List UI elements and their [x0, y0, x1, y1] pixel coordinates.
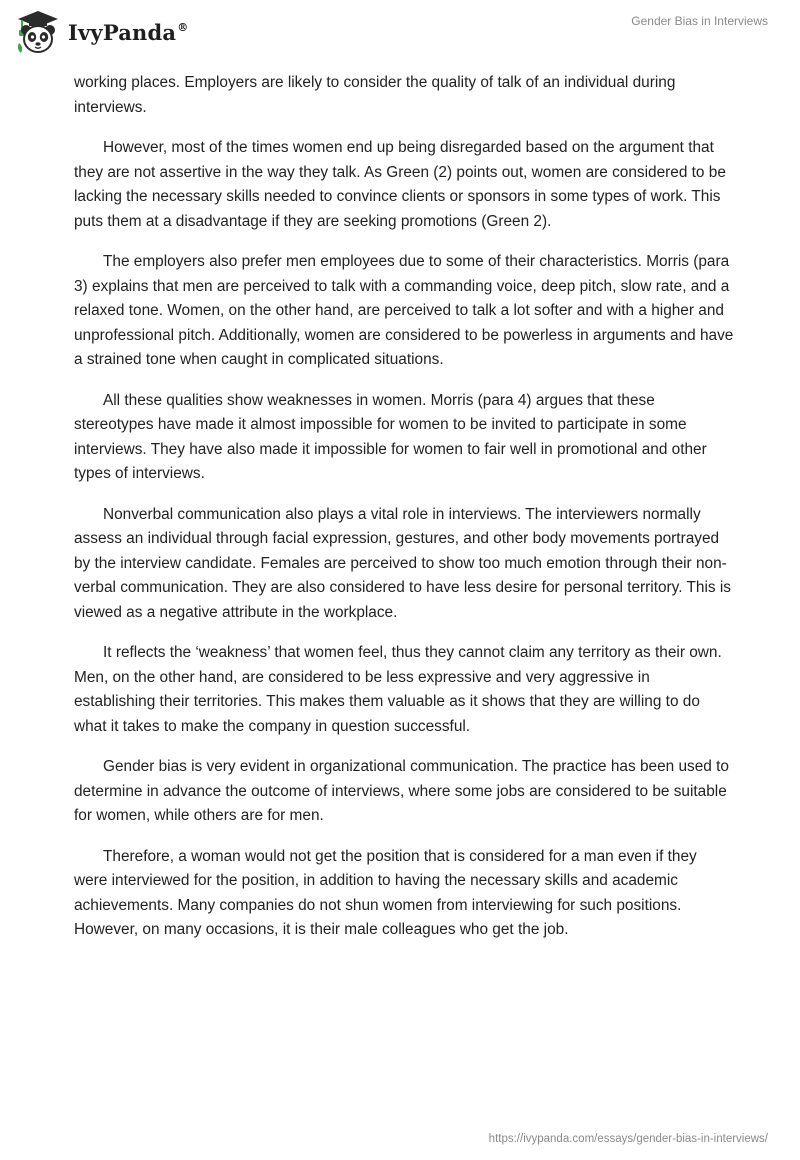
paragraph: The employers also prefer men employees due to some of their characteristics. Morris (para 3) explains that men are perceived to talk with a commanding voice, deep pitch, slow rate, and a relaxed tone. Women, on the other hand, are perceived to talk a lot softer and with a higher and unprofessional pitch. Additionally, women are considered to be powerless in arguments and have a strained tone when caught in complicated situations.	[74, 253, 734, 368]
paragraph: All these qualities show weaknesses in women. Morris (para 4) argues that these stereotypes have made it almost impossible for women to be invited to participate in some interviews. They have also made it impossible for women to fair well in promotional and other types of interviews.	[74, 391, 707, 482]
paragraph: Therefore, a woman would not get the position that is considered for a man even if they were interviewed for the position, in addition to having the necessary skills and academic achievements. Many companies do not shun women from interviewing for such positions. However, on many occasions, it is their male colleagues who get the job.	[74, 847, 697, 938]
paragraph: Gender bias is very evident in organizational communication. The practice has been used to determine in advance the outcome of interviews, where some jobs are considered to be suitable for women, while others are for men.	[74, 758, 729, 824]
source-url: https://ivypanda.com/essays/gender-bias-in-interviews/	[488, 1133, 768, 1145]
registered-mark: ®	[177, 20, 189, 34]
brand-name-text: IvyPanda	[68, 19, 177, 45]
paragraph: It reflects the ‘weakness’ that women feel, thus they cannot claim any territory as their own. Men, on the other hand, are considered to be less expressive and very aggressive in establishing their territories. This makes them valuable as it shows that they are willing to do what it takes to make the company in question successful.	[74, 644, 722, 735]
page-header	[0, 0, 800, 66]
essay-body	[74, 71, 734, 959]
paragraph: However, most of the times women end up being disregarded based on the argument that they are not assertive in the way they talk. As Green (2) points out, women are considered to be lacking the necessary skills needed to convince clients or sponsors in some types of work. This puts them at a disadvantage if they are seeking promotions (Green 2).	[74, 139, 726, 230]
paragraph: Nonverbal communication also plays a vital role in interviews. The interviewers normally assess an individual through facial expression, gestures, and other body movements portrayed by the interview candidate. Females are perceived to show too much emotion through their non-verbal communication. They are also considered to have less desire for personal territory. This is viewed as a negative attribute in the workplace.	[74, 505, 731, 621]
panda-graduate-icon	[14, 9, 62, 55]
paragraph: working places. Employers are likely to consider the quality of talk of an individual during interviews.	[74, 74, 676, 116]
ivypanda-logo[interactable]	[14, 8, 188, 56]
document-title: Gender Bias in Interviews	[631, 14, 768, 28]
brand-name	[68, 20, 188, 45]
